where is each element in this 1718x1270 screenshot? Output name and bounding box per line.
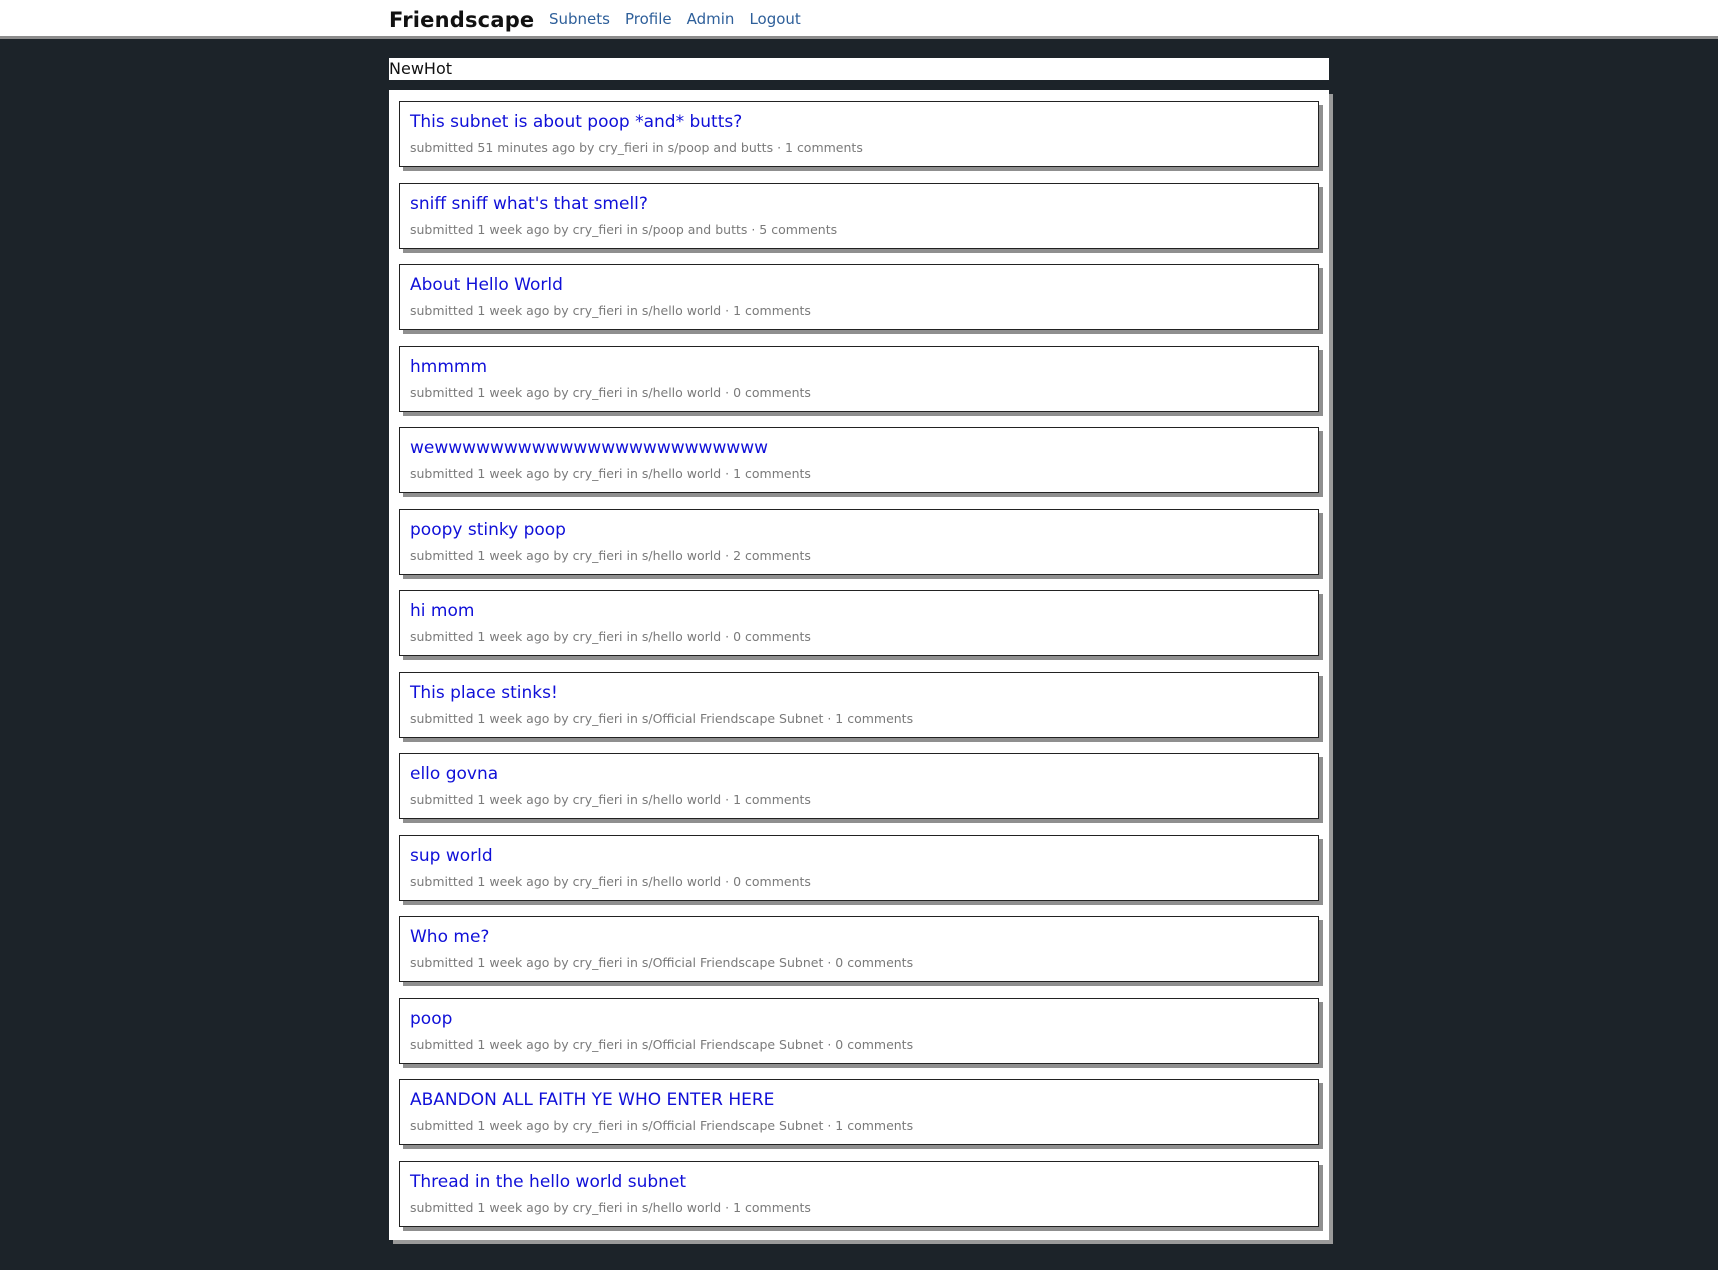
post-title-link[interactable]: sup world <box>410 845 493 866</box>
post-card <box>399 101 1319 167</box>
post-title-link[interactable]: Thread in the hello world subnet <box>410 1171 687 1192</box>
post-meta: submitted 1 week ago by cry_fieri in s/Official Friendscape Subnet · 0 comments <box>410 955 914 970</box>
post-meta: submitted 1 week ago by cry_fieri in s/hello world · 0 comments <box>410 629 811 644</box>
post-card <box>399 672 1319 738</box>
sort-bar <box>389 58 1329 80</box>
post-meta: submitted 1 week ago by cry_fieri in s/Official Friendscape Subnet · 1 comments <box>410 1118 914 1133</box>
post-meta: submitted 1 week ago by cry_fieri in s/hello world · 1 comments <box>410 792 811 807</box>
post-card <box>399 264 1319 330</box>
sort-new-tab[interactable]: New <box>389 59 424 78</box>
post-card <box>399 1161 1319 1227</box>
post-title-link[interactable]: hi mom <box>410 601 475 621</box>
top-navbar <box>0 0 1718 39</box>
post-title-link[interactable]: ABANDON ALL FAITH YE WHO ENTER HERE <box>410 1090 775 1110</box>
brand-logo-link[interactable]: Friendscape <box>389 8 535 32</box>
nav-subnets-link[interactable]: Subnets <box>549 10 610 28</box>
post-card <box>399 346 1319 412</box>
post-card <box>399 916 1319 982</box>
post-meta: submitted 1 week ago by cry_fieri in s/hello world · 0 comments <box>410 384 811 400</box>
post-card <box>399 753 1319 819</box>
post-list <box>389 90 1329 1240</box>
post-card <box>399 509 1319 575</box>
post-title-link[interactable]: hmmmm <box>410 356 488 377</box>
sort-hot-tab[interactable]: Hot <box>423 59 452 78</box>
post-meta: submitted 1 week ago by cry_fieri in s/Official Friendscape Subnet · 0 comments <box>410 1036 914 1052</box>
post-meta: submitted 1 week ago by cry_fieri in s/Official Friendscape Subnet · 1 comments <box>410 710 914 726</box>
post-title-link[interactable]: Who me? <box>410 927 490 947</box>
post-card <box>399 183 1319 249</box>
post-card <box>399 590 1319 656</box>
post-title-link[interactable]: wewwwwwwwwwwwwwwwwwwwwwwww <box>410 438 769 458</box>
nav-admin-link[interactable]: Admin <box>686 10 735 28</box>
post-title-link[interactable]: About Hello World <box>410 275 563 295</box>
post-meta: submitted 1 week ago by cry_fieri in s/poop and butts · 5 comments <box>410 221 838 237</box>
post-meta: submitted 1 week ago by cry_fieri in s/hello world · 1 comments <box>410 303 811 318</box>
post-card <box>399 1079 1319 1145</box>
post-title-link[interactable]: sniff sniff what's that smell? <box>410 193 648 214</box>
post-meta: submitted 1 week ago by cry_fieri in s/hello world · 1 comments <box>410 1199 811 1215</box>
post-meta: submitted 1 week ago by cry_fieri in s/hello world · 1 comments <box>410 466 811 481</box>
post-title-link[interactable]: poopy stinky poop <box>410 519 566 540</box>
post-title-link[interactable]: This place stinks! <box>410 682 558 703</box>
post-meta: submitted 1 week ago by cry_fieri in s/hello world · 0 comments <box>410 873 811 889</box>
post-card <box>399 998 1319 1064</box>
post-card <box>399 427 1319 493</box>
post-title-link[interactable]: ello govna <box>410 764 499 784</box>
post-meta: submitted 1 week ago by cry_fieri in s/hello world · 2 comments <box>410 547 811 563</box>
post-title-link[interactable]: poop <box>410 1008 453 1029</box>
main-nav <box>549 10 801 28</box>
post-card <box>399 835 1319 901</box>
post-meta: submitted 51 minutes ago by cry_fieri in s/poop and butts · 1 comments <box>410 140 863 155</box>
nav-logout-link[interactable]: Logout <box>749 10 801 28</box>
nav-profile-link[interactable]: Profile <box>624 10 672 28</box>
post-title-link[interactable]: This subnet is about poop *and* butts? <box>410 112 743 132</box>
